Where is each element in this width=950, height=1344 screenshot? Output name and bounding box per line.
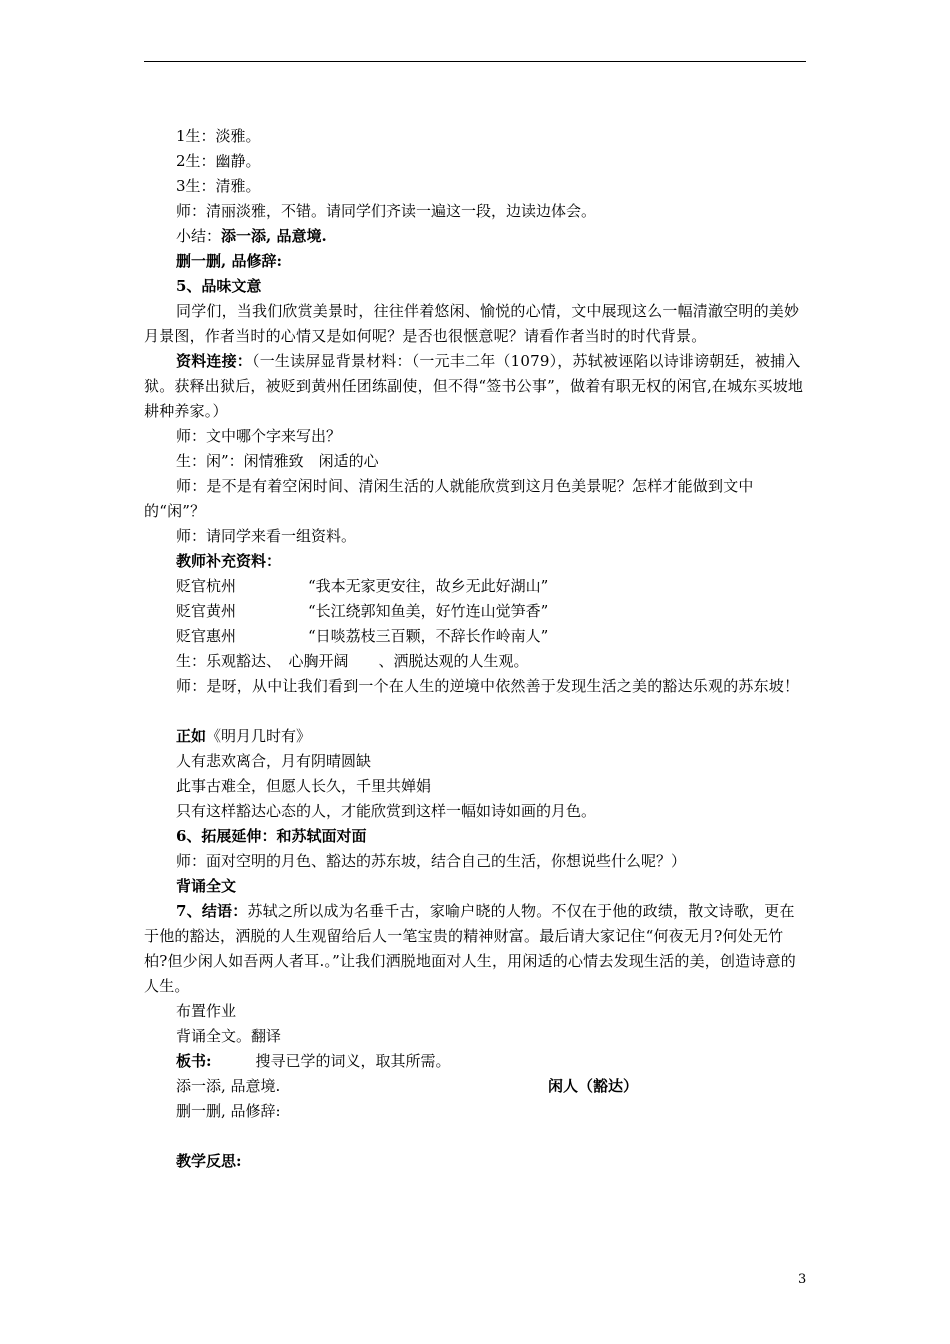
paragraph-material: 资料连接：（一生读屏显背景材料：（一元丰二年（1079），苏轼被诬陷以诗诽谤朝廷，被捕入狱。获释出狱后，被贬到黄州任团练副使，但不得“签书公事”，做着有职无权的闲官,在城东买坡地耕种养家。）	[144, 352, 804, 420]
line: 师：清丽淡雅，不错。请同学们齐读一遍这一段，边读边体会。	[176, 202, 597, 220]
section-heading-5: 5、品味文意	[176, 277, 262, 295]
line: 生：闲”：闲情雅致 闲适的心	[176, 452, 379, 470]
line: 师：文中哪个字来写出？	[176, 427, 342, 445]
line: 1生：淡雅。	[176, 127, 261, 145]
line: 师：请同学来看一组资料。	[176, 527, 357, 545]
line: 生：乐观豁达、 心胸开阔 、洒脱达观的人生观。	[176, 652, 529, 670]
line: 3生：清雅。	[176, 177, 261, 195]
page-number: 3	[798, 1272, 807, 1287]
paragraph: 师：是呀，从中让我们看到一个在人生的逆境中依然善于发现生活之美的豁达乐观的苏东坡！	[176, 677, 800, 695]
heading: 教师补充资料：	[176, 552, 282, 570]
line: 只有这样豁达心态的人，才能欣赏到这样一幅如诗如画的月色。	[176, 802, 597, 820]
line: 背诵全文。翻译	[176, 1027, 282, 1045]
document-body	[144, 124, 806, 1174]
line: 布置作业	[176, 1002, 237, 1020]
section-heading-6: 6、拓展延伸：和苏轼面对面	[176, 827, 367, 845]
poem-row: 贬官惠州 “日啖荔枝三百颗，不辞长作岭南人”	[176, 627, 549, 645]
paragraph-conclusion: 7、结语：苏轼之所以成为名垂千古，家喻户晓的人物。不仅在于他的政绩，散文诗歌，更在于他的豁达，洒脱的人生观留给后人一笔宝贵的精神财富。最后请大家记住“何夜无月?何处无竹柏?但少闲人如吾两人者耳.。”让我们洒脱地面对人生，用闲适的心情去发现生活的美，创造诗意的人生。	[144, 902, 796, 995]
heading: 背诵全文	[176, 877, 237, 895]
summary-line: 小结：添一添, 品意境.	[176, 227, 327, 245]
line: 2生：幽静。	[176, 152, 261, 170]
line: 师：面对空明的月色、豁达的苏东坡，结合自己的生活，你想说些什么呢？）	[176, 852, 687, 870]
poem-row: 贬官黄州 “长江绕郭知鱼美，好竹连山觉笋香”	[176, 602, 549, 620]
line: 添一添, 品意境. 闲人（豁达）	[176, 1077, 639, 1095]
line: 正如《明月几时有》	[176, 727, 312, 745]
line: 人有悲欢离合，月有阴晴圆缺	[176, 752, 372, 770]
line: 删一删, 品修辞:	[176, 1102, 281, 1120]
header-rule	[144, 61, 806, 62]
poem-row: 贬官杭州 “我本无家更安往，故乡无此好湖山”	[176, 577, 549, 595]
paragraph: 师：是不是有着空闲时间、清闲生活的人就能欣赏到这月色美景呢？怎样才能做到文中的“闲”？	[144, 477, 754, 520]
heading: 教学反思:	[176, 1152, 242, 1170]
line: 此事古难全，但愿人长久，千里共婵娟	[176, 777, 432, 795]
heading: 删一删, 品修辞:	[176, 252, 282, 270]
line: 板书: 搜寻已学的词义，取其所需。	[176, 1052, 451, 1070]
paragraph: 同学们，当我们欣赏美景时，往往伴着悠闲、愉悦的心情，文中展现这么一幅清澈空明的美妙月景图，作者当时的心情又是如何呢？是否也很惬意呢？请看作者当时的时代背景。	[144, 302, 800, 345]
